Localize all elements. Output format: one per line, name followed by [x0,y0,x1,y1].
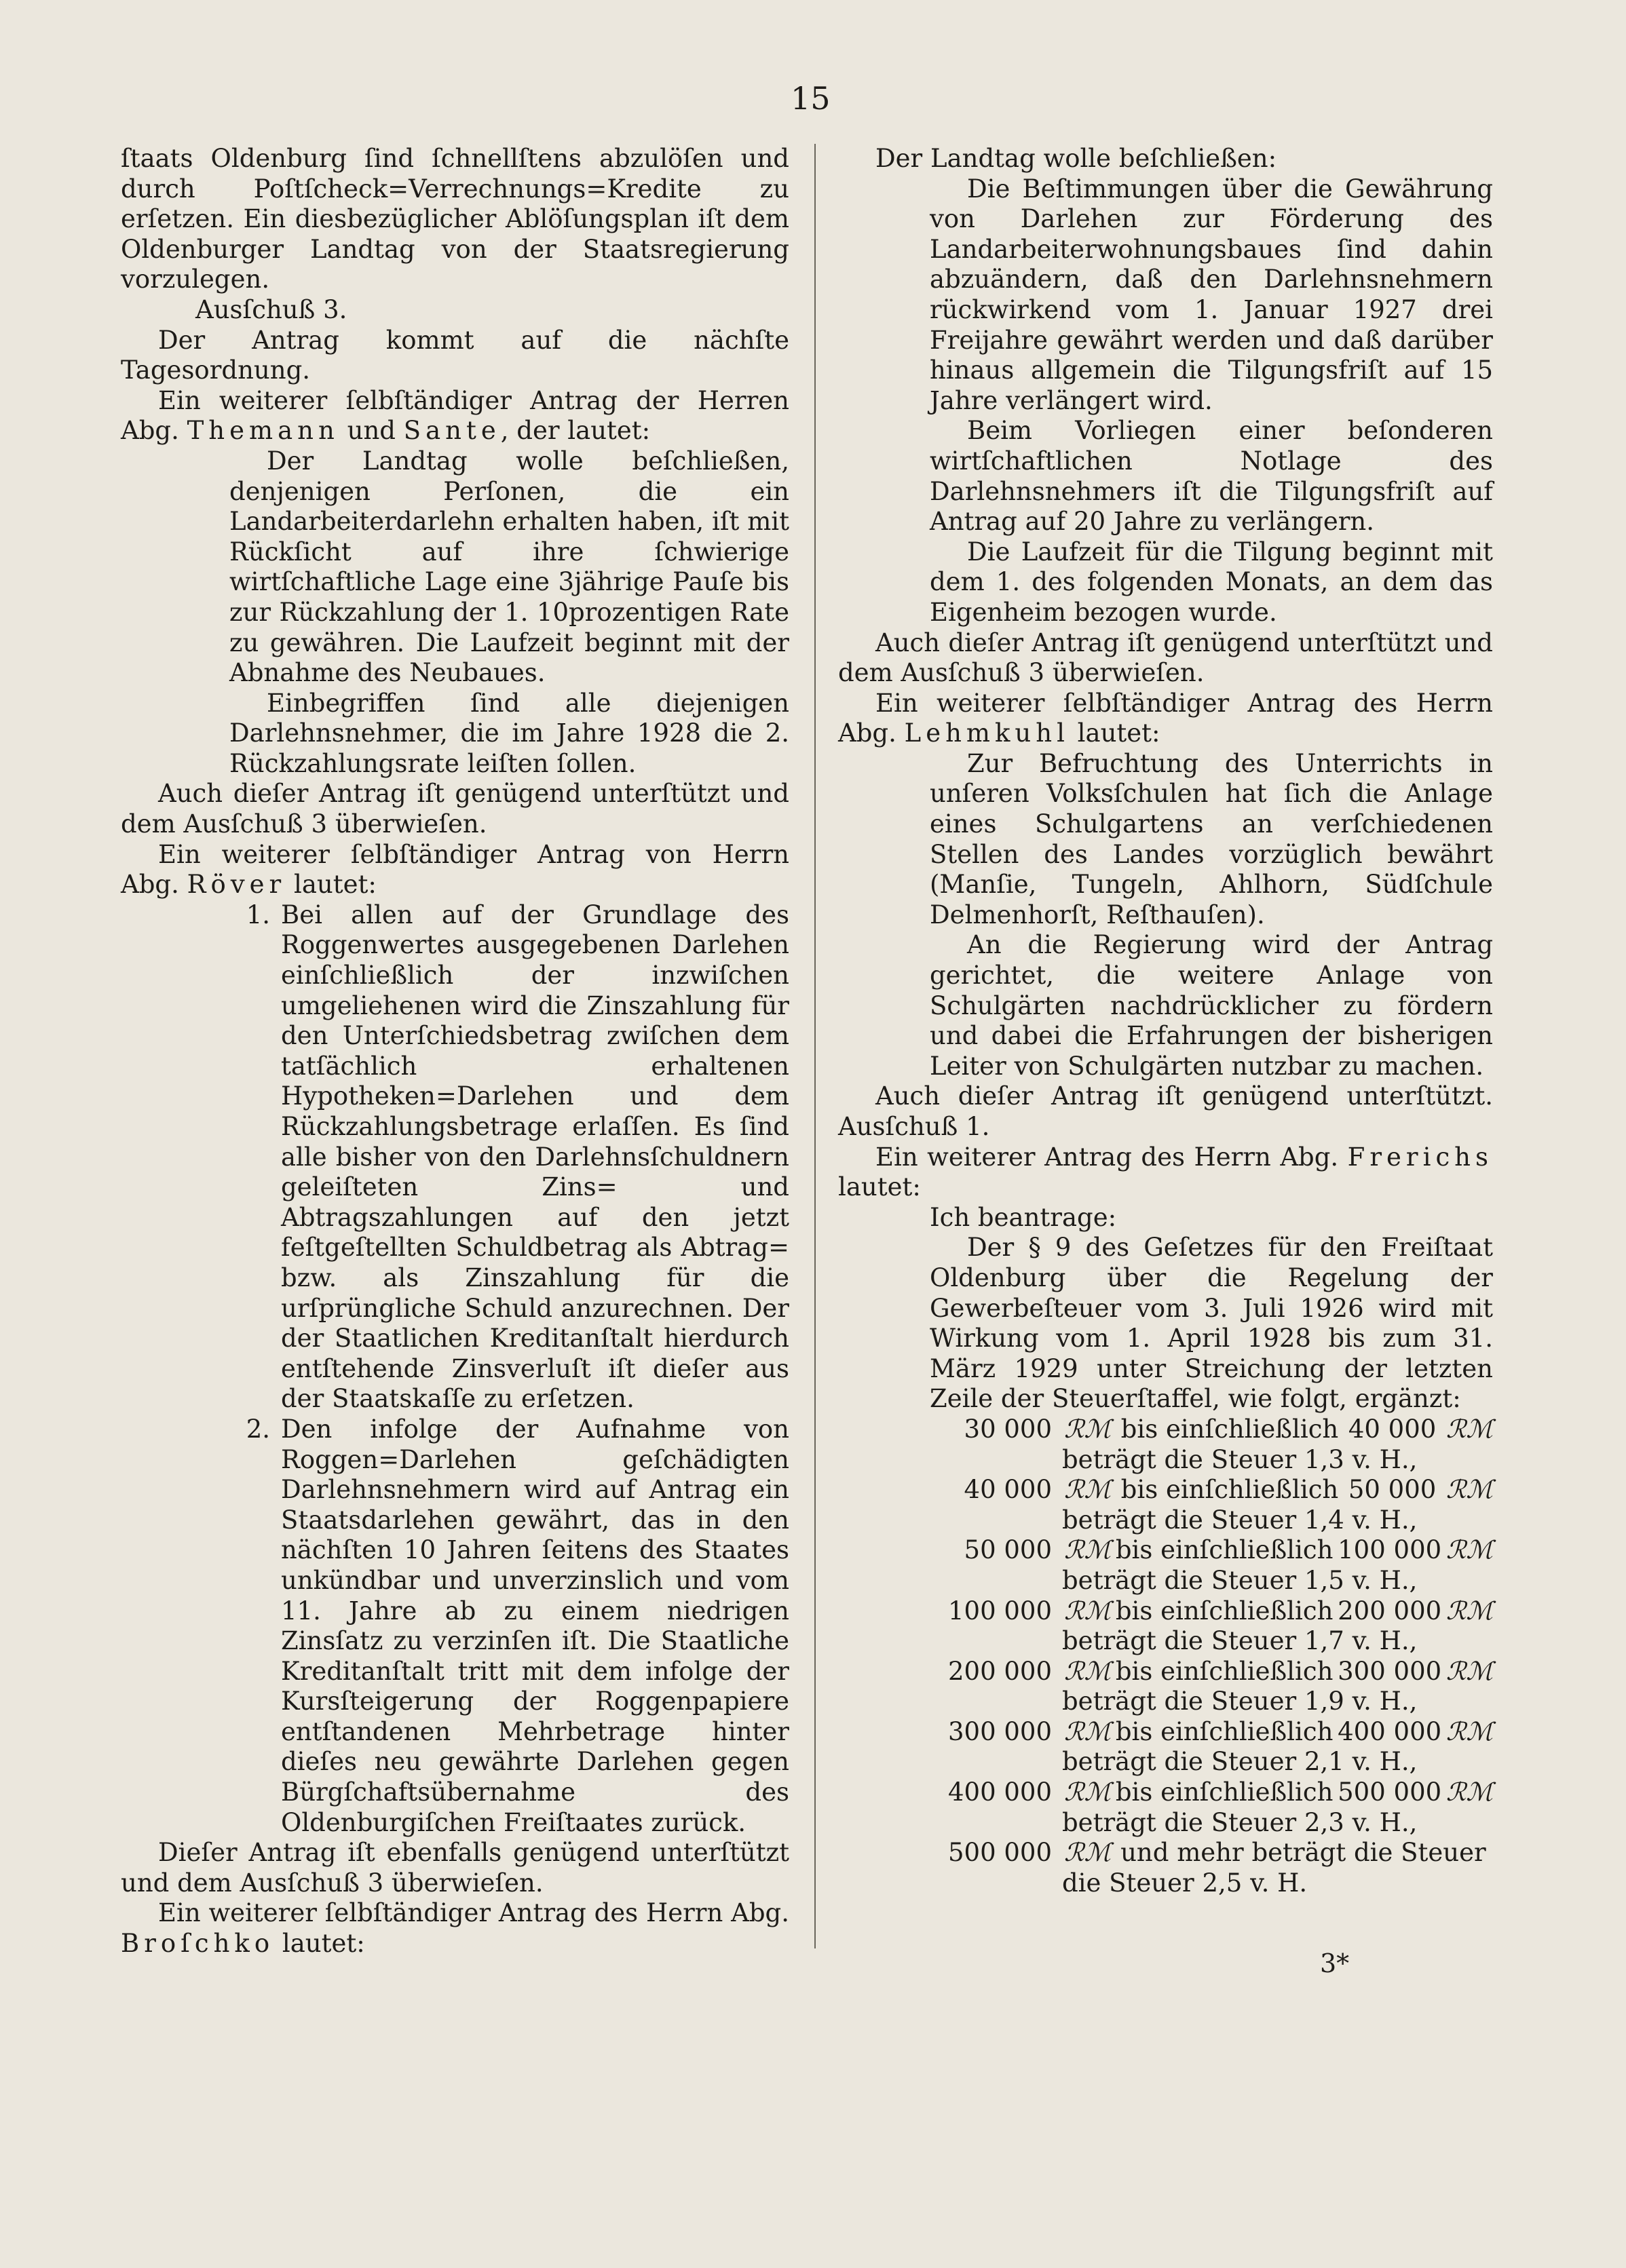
page-number: 15 [791,80,831,117]
text: Ein weiterer ſelbſtändiger Antrag von Herrn Abg. [121,839,789,900]
tax-row [930,1777,1493,1838]
paragraph: Auch dieſer Antrag iſt genügend unterſtützt und dem Ausſchuß 3 überwieſen. [838,628,1493,688]
text: bis einſchließlich [1115,1535,1334,1565]
currency-unit: ℛℳ [1064,1596,1112,1626]
amount-to: 400 000 [1338,1716,1442,1746]
amount-from: 300 000 [947,1716,1052,1746]
text: und mehr beträgt die Steuer [1120,1838,1486,1868]
text: lautet: [838,1172,921,1202]
text: beträgt die Steuer [1062,1444,1297,1474]
amount-to: 500 000 [1338,1777,1442,1807]
amount-from: 400 000 [947,1777,1052,1807]
text: bis einſchließlich [1115,1777,1334,1807]
motion-quote: Die Beſtimmungen über die Gewährung von Darlehen zur Förderung des Landarbeiterwohnungsbaues ſind dahin abzuändern, daß den Darlehnsnehmern rückwirkend vom 1. Januar 1927 drei Freijahre gewährt werden und daß darüber hinaus allgemein die Tilgungsfriſt auf 15 Jahre verlängert wird. [930,174,1493,415]
left-column [121,144,789,1959]
motion-intro [838,1142,1493,1203]
amount-from: 40 000 [964,1475,1052,1505]
motion-quote: Die Laufzeit für die Tilgung beginnt mit dem 1. des folgenden Monats, an dem das Eigenheim bezogen wurde. [930,537,1493,627]
paragraph: Auch dieſer Antrag iſt genügend unterſtützt und dem Ausſchuß 3 überwieſen. [121,779,789,839]
item-text: Bei allen auf der Grundlage des Roggenwertes ausgegebenen Darlehen einſchließlich der inzwiſchen umgeliehenen wird die Zinszahlung für den Unterſchiedsbetrag zwiſchen dem tatſächlich erhaltenen Hypotheken=Darlehen und dem Rückzahlungsbetrage erlaſſen. Es ſind alle bisher von den Darlehnsſchuldnern geleiſteten Zins= und Abtragszahlungen auf den jetzt feſtgeſtellten Schuldbetrag als Abtrag= bzw. als Zinszahlung für die urſprüngliche Schuld anzurechnen. Der der Staatlichen Kreditanſtalt hierdurch entſtehende Zinsverluſt iſt dieſer aus der Staatskaſſe zu erſetzen. [281,900,789,1414]
tax-table [838,1415,1493,1899]
item-text: Den infolge der Aufnahme von Roggen=Darlehen geſchädigten Darlehnsnehmern wird auf Antrag ein Staatsdarlehen gewährt, das in den nächſten 10 Jahren ſeitens des Staates unkündbar und unverzinslich und vom 11. Jahre ab zu einem niedrigen Zinsſatz zu verzinſen iſt. Die Staatliche Kreditanſtalt tritt mit dem infolge der Kursſteigerung der Roggenpapiere entſtandenen Mehrbetrage hinter dieſes neu gewährte Darlehen gegen Bürgſchaftsübernahme des Oldenburgiſchen Freiſtaates zurück. [281,1414,789,1837]
item-number: 1. [246,900,270,929]
deputy-name: Lehmkuhl [904,718,1070,748]
amount-to: 300 000 [1338,1656,1442,1686]
currency-unit: ℛℳ [1445,1777,1493,1807]
item-number: 2. [246,1414,270,1444]
deputy-name: Broſchko [121,1929,275,1959]
tax-row [930,1596,1493,1657]
currency-unit: ℛℳ [1064,1535,1112,1565]
motion-quote: Beim Vorliegen einer beſonderen wirtſchaftlichen Notlage des Darlehnsnehmers iſt die Tilgungsfriſt auf Antrag auf 20 Jahre zu verlängern. [930,416,1493,537]
motion-quote: Zur Befruchtung des Unterrichts in unſeren Volksſchulen hat ſich die Anlage eines Schulgartens an verſchiedenen Stellen des Landes vorzüglich bewährt (Manſie, Tungeln, Ahlhorn, Südſchule Delmenhorſt, Reſthauſen). [930,748,1493,929]
text: bis einſchließlich [1115,1716,1334,1746]
amount-from: 200 000 [947,1656,1052,1686]
text: Ein weiterer Antrag des Herrn Abg. [875,1142,1339,1172]
deputy-name: Themann [187,416,339,446]
text: bis einſchließlich [1115,1596,1334,1626]
tax-row [930,1535,1493,1596]
currency-unit: ℛℳ [1064,1716,1112,1746]
currency-unit: ℛℳ [1064,1475,1112,1505]
tax-rate: 1,7 v. H., [1304,1626,1418,1656]
tax-row [930,1838,1493,1898]
currency-unit: ℛℳ [1445,1716,1493,1746]
motion-intro [121,1898,789,1959]
currency-unit: ℛℳ [1064,1777,1112,1807]
tax-rate: 1,4 v. H., [1304,1505,1418,1535]
text: bis einſchließlich [1115,1656,1334,1686]
tax-row [930,1657,1493,1717]
motion-quote: Einbegriffen ſind alle diejenigen Darlehnsnehmer, die im Jahre 1928 die 2. Rückzahlungsrate leiſten ſollen. [229,688,789,778]
text: und [347,416,396,446]
text: Ein weiterer ſelbſtändiger Antrag der Herren Abg. [121,385,789,446]
amount-to: 100 000 [1338,1535,1442,1565]
text: Ein weiterer ſelbſtändiger Antrag des Herrn Abg. [158,1898,789,1928]
signature-mark: 3* [1320,1948,1350,1978]
currency-unit: ℛℳ [1064,1838,1112,1868]
text: , der lautet: [500,416,651,446]
paragraph: Der Landtag wolle beſchließen: [875,144,1277,173]
text: beträgt die Steuer [1062,1807,1297,1837]
tax-rate: 2,3 v. H., [1304,1807,1418,1837]
motion-intro [838,689,1493,749]
text: bis einſchließlich [1120,1414,1339,1444]
motion-quote: An die Regierung wird der Antrag gerichtet, die weitere Anlage von Schulgärten nachdrücklicher zu fördern und dabei die Erfahrungen der bisherigen Leiter von Schulgärten nutzbar zu machen. [930,930,1493,1081]
text: beträgt die Steuer [1062,1626,1297,1656]
motion-quote: Der Landtag wolle beſchließen, denjenigen Perſonen, die ein Landarbeiterdarlehn erhalten haben, iſt mit Rückſicht auf ihre ſchwierige wirtſchaftliche Lage eine 3jährige Pauſe bis zur Rückzahlung der 1. 10prozentigen Rate zu gewähren. Die Laufzeit beginnt mit der Abnahme des Neubaues. [229,446,789,688]
column-divider [814,144,816,1948]
currency-unit: ℛℳ [1445,1596,1493,1626]
text: beträgt die Steuer [1062,1747,1297,1777]
tax-row [930,1415,1493,1475]
numbered-item [121,1415,789,1838]
deputy-name: Röver [187,870,286,900]
text: lautet: [1069,718,1160,748]
text: Ein weiterer ſelbſtändiger Antrag des Herrn Abg. [838,688,1493,748]
amount-to: 40 000 [1348,1414,1437,1444]
currency-unit: ℛℳ [1445,1656,1493,1686]
amount-from: 30 000 [964,1414,1052,1444]
amount-to: 200 000 [1338,1596,1442,1626]
paragraph: ſtaats Oldenburg ſind ſchnellſtens abzulöſen und durch Poſtſcheck=Verrechnungs=Kredite zu erſetzen. Ein diesbezüglicher Ablöſungsplan iſt dem Oldenburger Landtag von der Staatsregierung vorzulegen. [121,144,789,294]
currency-unit: ℛℳ [1064,1414,1112,1444]
amount-from: 100 000 [947,1596,1052,1626]
motion-quote: Der § 9 des Geſetzes für den Freiſtaat Oldenburg über die Regelung der Gewerbeſteuer vom 3. Juli 1926 wird mit Wirkung vom 1. April 1928 bis zum 31. März 1929 unter Streichung der letzten Zeile der Steuerſtaffel, wie folgt, ergänzt: [930,1233,1493,1414]
tax-rate: 1,3 v. H., [1304,1444,1418,1474]
amount-to: 50 000 [1348,1475,1437,1505]
amount-from: 500 000 [947,1838,1052,1868]
tax-rate: 2,1 v. H., [1304,1747,1418,1777]
currency-unit: ℛℳ [1445,1535,1493,1565]
text: bis einſchließlich [1120,1475,1339,1505]
paragraph: Der Antrag kommt auf die nächſte Tagesordnung. [121,325,789,385]
currency-unit: ℛℳ [1445,1414,1493,1444]
text: beträgt die Steuer [1062,1505,1297,1535]
tax-rate: 1,5 v. H., [1304,1565,1418,1595]
tax-rate: die Steuer 2,5 v. H. [1062,1868,1308,1898]
tax-row [930,1717,1493,1777]
deputy-name: Frerichs [1347,1142,1493,1172]
tax-rate: 1,9 v. H., [1304,1687,1418,1716]
currency-unit: ℛℳ [1064,1656,1112,1686]
committee-note: Ausſchuß 3. [195,294,347,324]
motion-intro [121,386,789,446]
deputy-name: Sante [403,416,501,446]
paragraph: Auch dieſer Antrag iſt genügend unterſtützt. Ausſchuß 1. [838,1081,1493,1141]
amount-from: 50 000 [964,1535,1052,1565]
motion-intro [121,840,789,900]
text: beträgt die Steuer [1062,1687,1297,1716]
text: lautet: [286,870,377,900]
currency-unit: ℛℳ [1445,1475,1493,1505]
right-column [838,144,1493,1898]
paragraph: Ich beantrage: [930,1202,1117,1232]
paragraph: Dieſer Antrag iſt ebenfalls genügend unterſtützt und dem Ausſchuß 3 überwieſen. [121,1838,789,1898]
text: lautet: [274,1929,365,1959]
tax-row [930,1475,1493,1535]
text: beträgt die Steuer [1062,1565,1297,1595]
numbered-item [121,900,789,1415]
